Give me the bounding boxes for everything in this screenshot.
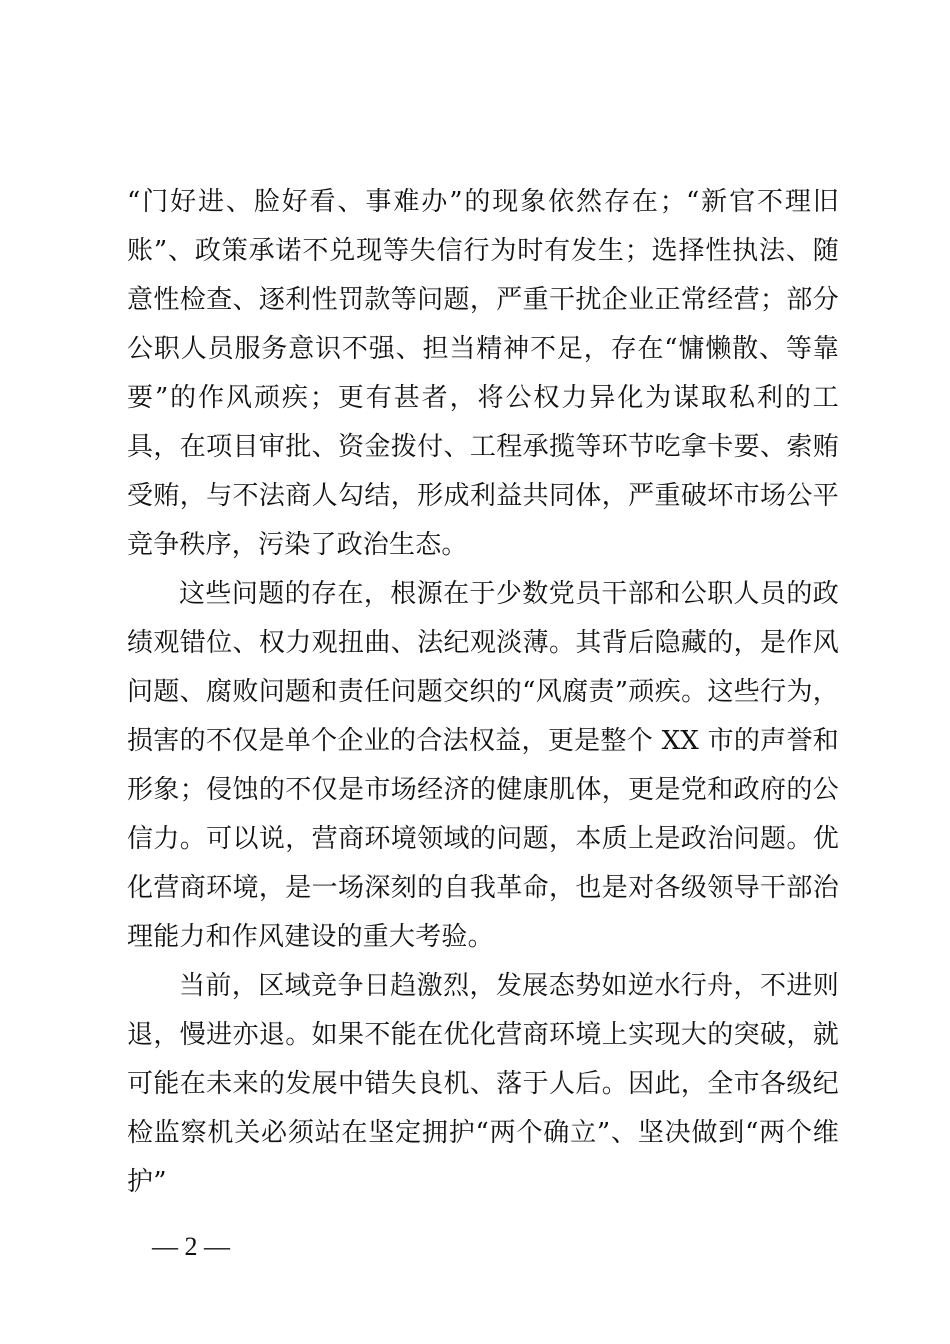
paragraph-3: 当前，区域竞争日趋激烈，发展态势如逆水行舟，不进则退，慢进亦退。如果不能在优化营商环境上实现大的突破，就可能在未来的发展中错失良机、落于人后。因此，全市各级纪检监察机关必须站在坚定拥护“两个确立”、坚决做到“两个维护” xyxy=(127,971,839,1197)
paragraph-1: “门好进、脸好看、事难办”的现象依然存在；“新官不理旧账”、政策承诺不兑现等失信行为时有发生；选择性执法、随意性检查、逐利性罚款等问题，严重干扰企业正常经营；部分公职人员服务意识不强、担当精神不足，存在“慵懒散、等靠要”的作风顽疾；更有甚者，将公权力异化为谋取私利的工具，在项目审批、资金拨付、工程承揽等环节吃拿卡要、索贿受贿，与不法商人勾结，形成利益共同体，严重破坏市场公平竞争秩序，污染了政治生态。 xyxy=(127,187,839,560)
page-number: — 2 — xyxy=(152,1232,230,1261)
body-text xyxy=(127,178,839,1207)
paragraph-2: 这些问题的存在，根源在于少数党员干部和公职人员的政绩观错位、权力观扭曲、法纪观淡薄。其背后隐藏的，是作风问题、腐败问题和责任问题交织的“风腐责”顽疾。这些行为，损害的不仅是单个企业的合法权益，更是整个 XX 市的声誉和形象；侵蚀的不仅是市场经济的健康肌体，更是党和政府的公信力。可以说，营商环境领域的问题，本质上是政治问题。优化营商环境，是一场深刻的自我革命，也是对各级领导干部治理能力和作风建设的重大考验。 xyxy=(127,579,839,952)
